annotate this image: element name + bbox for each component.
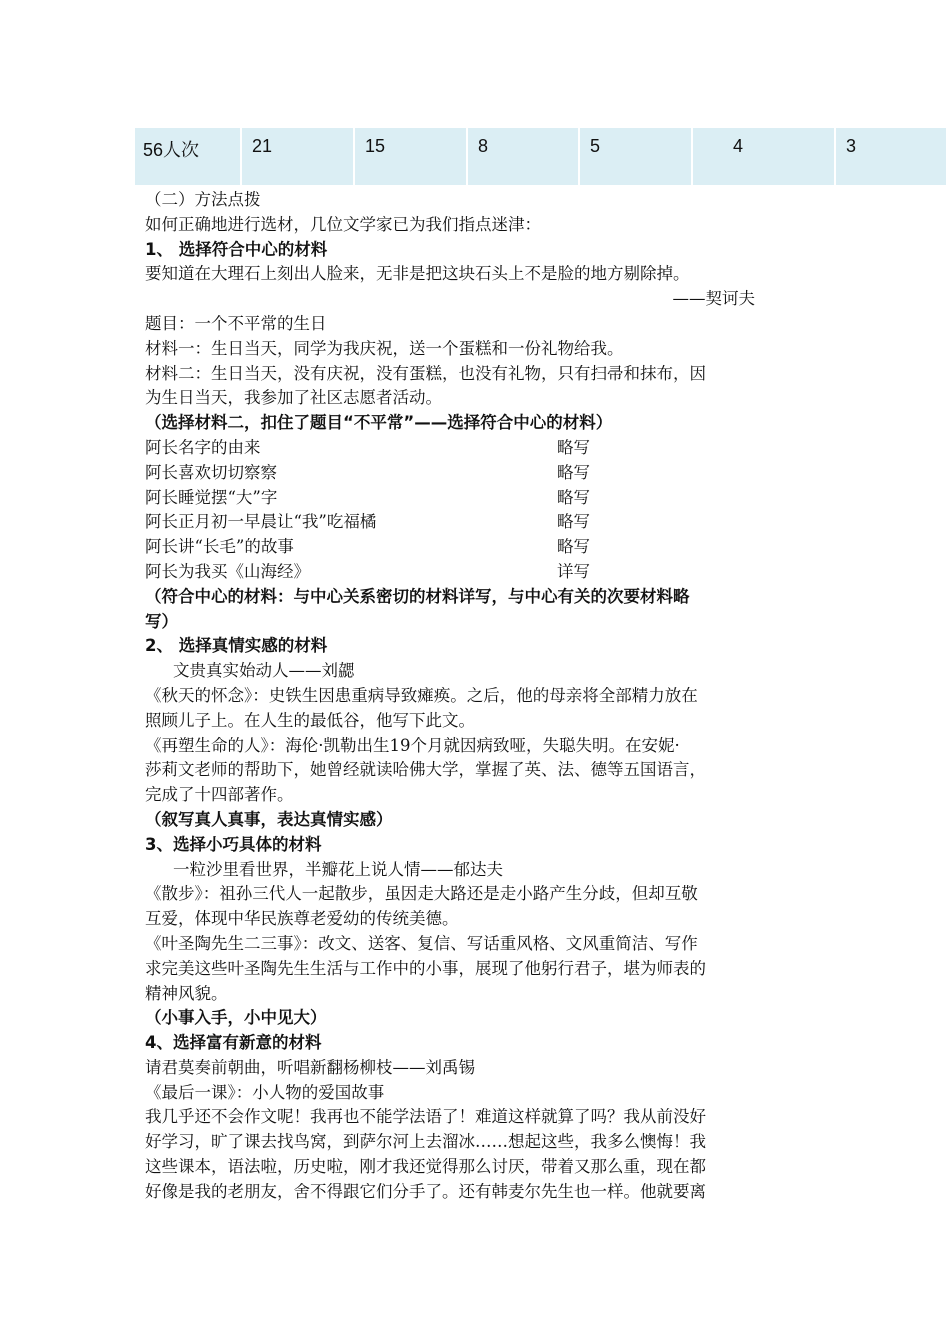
paragraph-line: 互爱，体现中华民族尊老爱幼的传统美德。 <box>145 909 459 929</box>
paragraph-line: 《叶圣陶先生二三事》：改文、送客、复信、写话重风格、文风重简洁、写作 <box>145 933 698 953</box>
note-line: （符合中心的材料：与中心关系密切的材料详写，与中心有关的次要材料略 <box>145 586 690 606</box>
paragraph-line: 材料二：生日当天，没有庆祝，没有蛋糕，也没有礼物，只有扫帚和抹布，因 <box>145 363 706 383</box>
table-cell: 56人次 <box>135 128 241 185</box>
paragraph-line: 求完美这些叶圣陶先生生活与工作中的小事，展现了他躬行君子，堪为师表的 <box>145 958 706 978</box>
paragraph-line: 《散步》：祖孙三代人一起散步，虽因走大路还是走小路产生分歧，但却互敬 <box>145 884 698 904</box>
paragraph-line: 《秋天的怀念》：史铁生因患重病导致瘫痪。之后，他的母亲将全部精力放在 <box>145 685 698 705</box>
material-mode: 详写 <box>557 561 590 581</box>
paragraph-line: 照顾儿子上。在人生的最低谷，他写下此文。 <box>145 710 475 730</box>
document-body <box>145 188 805 1205</box>
material-mode: 略写 <box>557 462 590 482</box>
paragraph-line: 为生日当天，我参加了社区志愿者活动。 <box>145 388 442 408</box>
paragraph-line: 完成了十四部著作。 <box>145 785 294 805</box>
material-item: 阿长睡觉摆“大”字 <box>145 487 278 507</box>
material-item: 阿长讲“长毛”的故事 <box>145 537 294 557</box>
material-mode: 略写 <box>557 487 590 507</box>
paragraph-line: 精神风貌。 <box>145 983 228 1003</box>
material-row <box>145 436 805 461</box>
subheading: 2、 选择真情实感的材料 <box>145 636 328 656</box>
material-item: 阿长名字的由来 <box>145 437 261 457</box>
material-row <box>145 461 805 486</box>
subheading: 3、选择小巧具体的材料 <box>145 834 322 854</box>
material-mode: 略写 <box>557 537 590 557</box>
material-mode: 略写 <box>557 437 590 457</box>
table-cell: 3 <box>835 128 946 185</box>
quote-line: 要知道在大理石上刻出人脸来，无非是把这块石头上不是脸的地方剔除掉。 <box>145 264 690 284</box>
material-row <box>145 535 805 560</box>
paragraph-line: 《最后一课》：小人物的爱国故事 <box>145 1082 385 1102</box>
table-cell: 21 <box>241 128 354 185</box>
quote-line: 请君莫奏前朝曲，听唱新翻杨柳枝——刘禹锡 <box>145 1057 475 1077</box>
paragraph-line: 材料一：生日当天，同学为我庆祝，送一个蛋糕和一份礼物给我。 <box>145 338 624 358</box>
material-item: 阿长为我买《山海经》 <box>145 561 310 581</box>
material-row <box>145 560 805 585</box>
subheading: 1、 选择符合中心的材料 <box>145 239 328 259</box>
table-cell: 5 <box>579 128 692 185</box>
paragraph-line: 题目：一个不平常的生日 <box>145 313 327 333</box>
paragraph-line: 莎莉文老师的帮助下，她曾经就读哈佛大学，掌握了英、法、德等五国语言， <box>145 760 706 780</box>
quote-line: 文贵真实始动人——刘勰 <box>173 661 355 681</box>
paragraph-line: 这些课本，语法啦，历史啦，刚才我还觉得那么讨厌，带着又那么重，现在都 <box>145 1157 706 1177</box>
table-cell: 15 <box>354 128 467 185</box>
material-item: 阿长正月初一早晨让“我”吃福橘 <box>145 512 377 532</box>
subheading: 4、选择富有新意的材料 <box>145 1033 322 1053</box>
material-row <box>145 510 805 535</box>
paragraph-line: 好学习，旷了课去找鸟窝，到萨尔河上去溜冰……想起这些，我多么懊悔！我 <box>145 1132 706 1152</box>
paragraph-line: 如何正确地进行选材，几位文学家已为我们指点迷津： <box>145 214 541 234</box>
table-cell: 8 <box>467 128 579 185</box>
quote-author: ——契诃夫 <box>672 289 755 309</box>
note-line: （小事入手，小中见大） <box>145 1008 327 1028</box>
material-row <box>145 486 805 511</box>
note-line: 写） <box>145 611 178 631</box>
material-mode: 略写 <box>557 512 590 532</box>
note-line: （选择材料二，扣住了题目“不平常”——选择符合中心的材料） <box>145 413 613 433</box>
paragraph-line: 好像是我的老朋友，舍不得跟它们分手了。还有韩麦尔先生也一样。他就要离 <box>145 1181 706 1201</box>
material-item: 阿长喜欢切切察察 <box>145 462 277 482</box>
note-line: （叙写真人真事，表达真情实感） <box>145 809 393 829</box>
statistics-table <box>135 128 946 185</box>
table-row <box>135 128 946 185</box>
paragraph-line: 《再塑生命的人》：海伦·凯勒出生19个月就因病致哑，失聪失明。在安妮· <box>145 735 680 755</box>
quote-line: 一粒沙里看世界，半瓣花上说人情——郁达夫 <box>173 859 503 879</box>
table-cell: 4 <box>692 128 835 185</box>
paragraph-line: 我几乎还不会作文呢！我再也不能学法语了！难道这样就算了吗？我从前没好 <box>145 1107 706 1127</box>
section-heading: （二）方法点拨 <box>145 190 261 209</box>
